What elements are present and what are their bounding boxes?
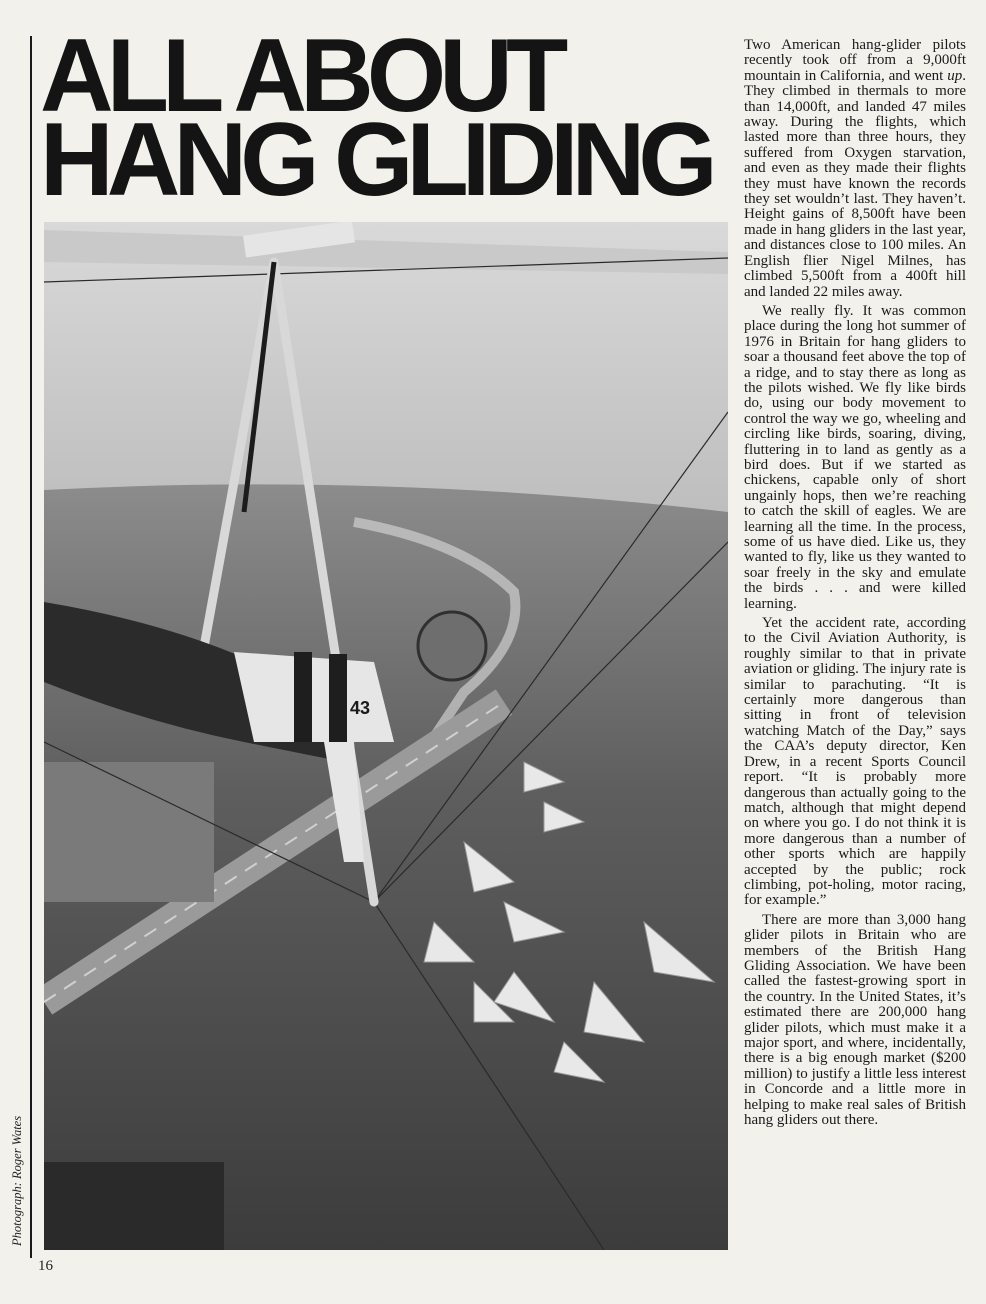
headline-line-1: ALL ABOUT — [40, 18, 562, 134]
building — [44, 1162, 224, 1250]
page-number: 16 — [38, 1258, 53, 1274]
headline-line-2: HANG GLIDING — [40, 102, 711, 218]
article-paragraph-3: Yet the accident rate, according to the Civil Aviation Authority, is roughly similar to that in private aviation or gliding. The injury rate is similar to parachuting. “It is certainly more dangerous than sitting in front of television watching Match of the Day,” says the CAA’s deputy director, Ken Drew, in a recent Sports Council report. “It is probably more dangerous than actually going to the match, although that might depend on where you go. I do not think it is more dangerous than a number of other sports which are happily accepted by the public; rock climbing, pot-holing, motor racing, for example.” — [744, 615, 966, 909]
article-paragraph-1: Two American hang-glider pilots recently took off from a 9,000ft mountain in California, and went up. They climbed in thermals to more than 14,000ft, and landed 47 miles away. During the flights, which lasted more than three hours, they suffered from Oxygen starvation, and even as they made their flights they must have known the records they set wouldn’t last. They haven’t. Height gains of 8,500ft have been made in hang gliders in the last year, and distances close to 100 miles. An English flier Nigel Milnes, has climbed 5,500ft from a 400ft hill and landed 22 miles away. — [744, 37, 966, 300]
photo-illustration — [44, 222, 728, 1250]
photo-credit: Photograph: Roger Wates — [10, 1115, 24, 1246]
helmet — [418, 612, 486, 680]
left-margin-rule — [30, 36, 32, 1258]
glider-number: 43 — [350, 698, 371, 718]
hang-glider-photograph — [44, 222, 728, 1250]
article-paragraph-2: We really fly. It was common place during the long hot summer of 1976 in Britain for hang gliders to soar a thousand feet above the top of a ridge, and to stay there as long as the pilots wished. We fly like birds do, using our body movement to control the way we go, wheeling and circling like birds, soaring, diving, fluttering in to land as gently as a bird does. But if we started as chickens, capable only of short ungainly hops, then we’re reaching to catch the skill of eagles. We are learning all the time. In the process, some of us have died. Like us, they wanted to fly, like us they wanted to soar freely in the sky and emulate the birds . . . and were killed learning. — [744, 302, 966, 612]
article-body — [744, 38, 966, 1132]
article-paragraph-4: There are more than 3,000 hang glider pilots in Britain who are members of the British Hang Gliding Association. We have been called the fastest-growing sport in the country. In the United States, it’s estimated there are 200,000 hang glider pilots, which must make it a major sport, and where, incidentally, there is a big enough market ($200 million) to justify a little less interest in Concorde and a little more in helping to make real sales of British hang gliders out there. — [744, 911, 966, 1129]
headline — [40, 18, 716, 218]
